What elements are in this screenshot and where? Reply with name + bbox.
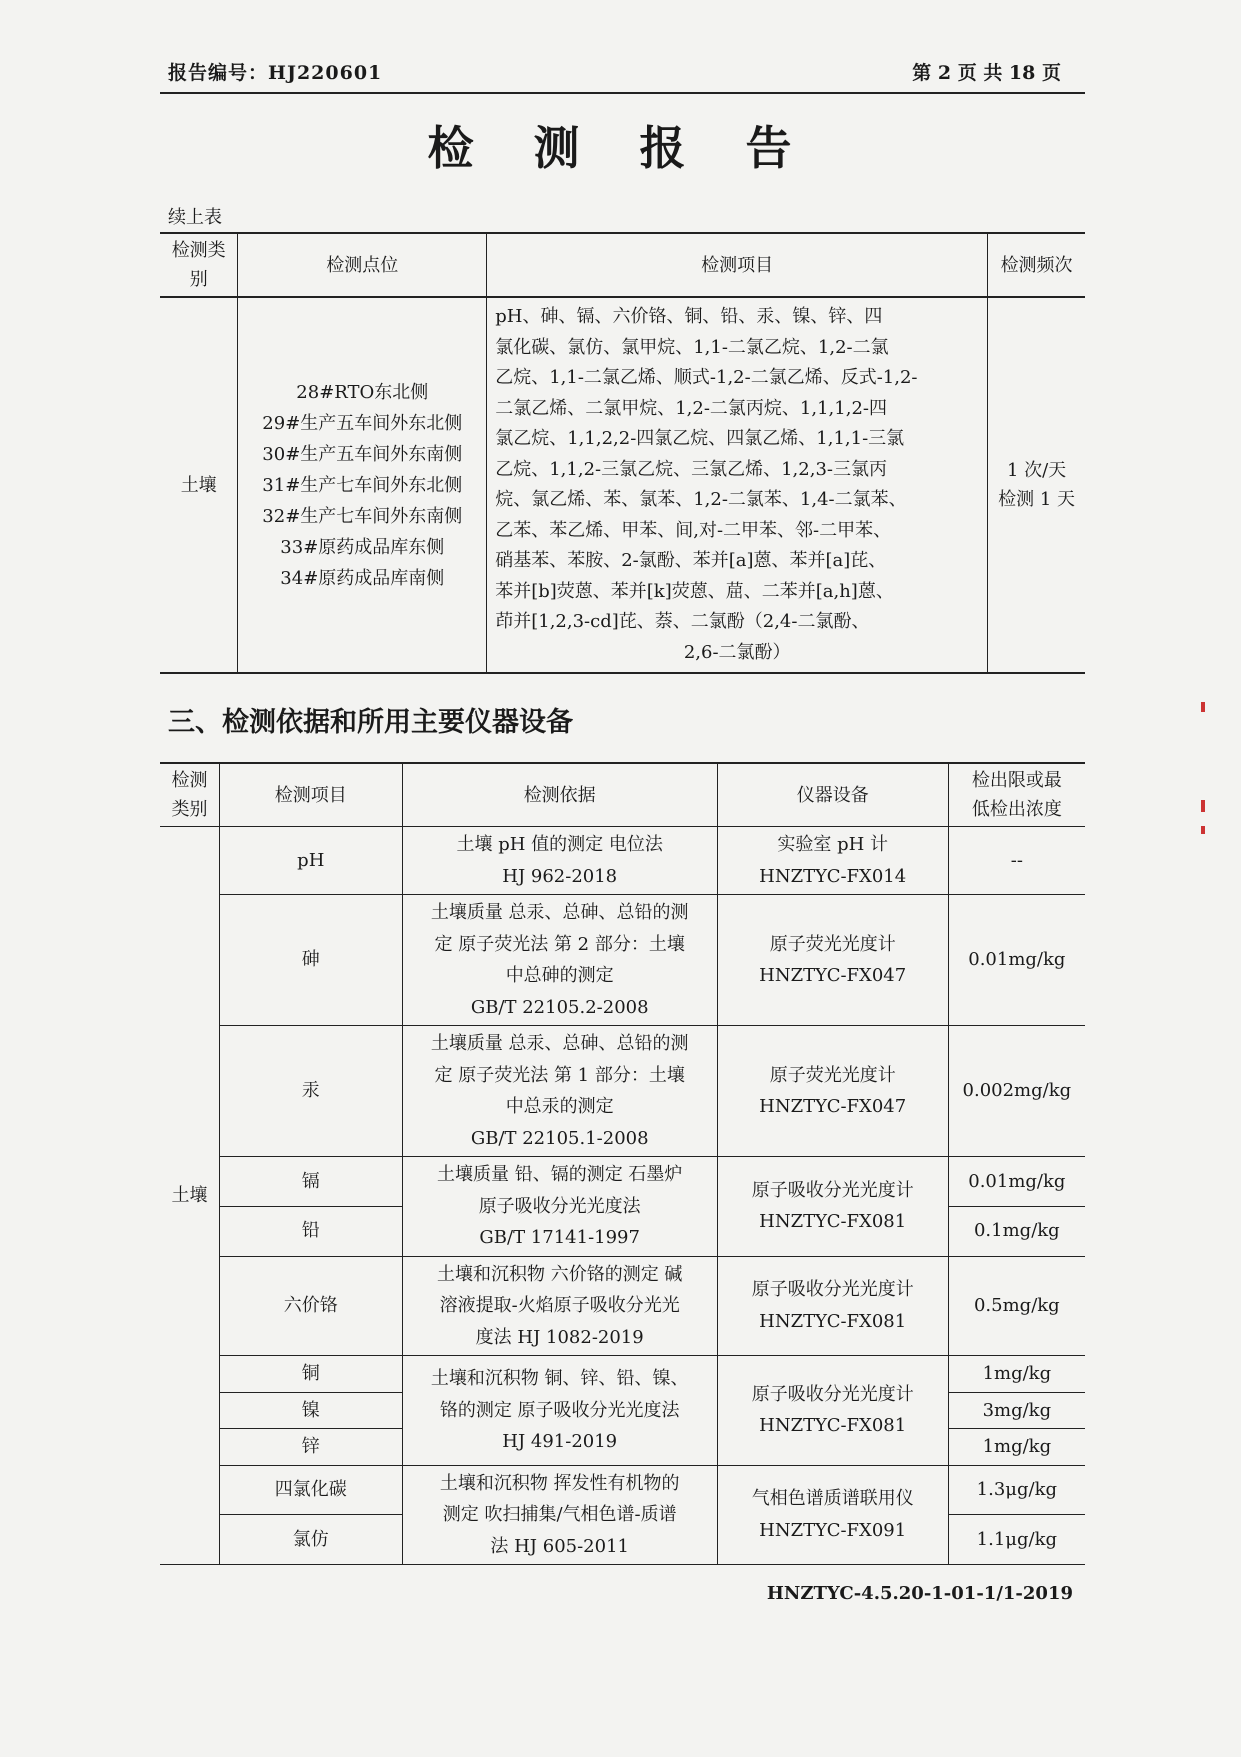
- basis-line: 土壤 pH 值的测定 电位法: [456, 834, 663, 855]
- continued-label: 续上表: [168, 207, 222, 228]
- header-category-line: 类别: [171, 799, 208, 820]
- items-line: 烷、氯乙烯、苯、氯苯、1,2-二氯苯、1,4-二氯苯、: [495, 489, 907, 510]
- scan-mark: [1201, 702, 1205, 712]
- basis-line: GB/T 22105.1-2008: [470, 1127, 649, 1149]
- header-instrument: 仪器设备: [717, 763, 948, 827]
- item-cell: 汞: [219, 1026, 402, 1157]
- limit-cell: --: [948, 827, 1085, 895]
- basis-line: 土壤质量 总汞、总砷、总铅的测: [430, 902, 689, 923]
- instrument-cell: [717, 827, 948, 895]
- items-line: pH、砷、镉、六价铬、铜、铅、汞、镍、锌、四: [495, 306, 883, 327]
- table-row: [160, 1026, 1085, 1157]
- item-cell: pH: [219, 827, 402, 895]
- frequency-cell: [988, 297, 1085, 673]
- header-limit-line: 低检出浓度: [971, 799, 1062, 820]
- basis-line: 土壤质量 总汞、总砷、总铅的测: [430, 1033, 689, 1054]
- header-category-line: 检测: [171, 770, 208, 791]
- report-number-label: 报告编号：: [168, 62, 269, 84]
- basis-line: GB/T 22105.2-2008: [470, 996, 649, 1018]
- point-item: 28#RTO东北侧: [296, 381, 429, 403]
- basis-cell: [402, 827, 717, 895]
- basis-line: 土壤质量 铅、镉的测定 石墨炉: [436, 1164, 683, 1185]
- form-code: HNZTYC-4.5.20-1-01-1/1-2019: [766, 1583, 1073, 1604]
- items-line: 苯并[b]荧蒽、苯并[k]荧蒽、䓛、二苯并[a,h]蒽、: [495, 580, 894, 602]
- basis-line: HJ 962-2018: [502, 865, 618, 887]
- items-line: 氯乙烷、1,1,2,2-四氯乙烷、四氯乙烯、1,1,1-三氯: [495, 428, 905, 449]
- instrument-line: 原子吸收分光光度计: [751, 1383, 914, 1405]
- limit-cell: 3mg/kg: [948, 1392, 1085, 1429]
- basis-line: 度法 HJ 1082-2019: [475, 1326, 644, 1348]
- items-line: 硝基苯、苯胺、2-氯酚、苯并[a]蒽、苯并[a]芘、: [495, 550, 887, 571]
- point-item: 30#生产五车间外东南侧: [262, 443, 463, 465]
- items-line: 乙苯、苯乙烯、甲苯、间,对-二甲苯、邻-二甲苯、: [495, 519, 892, 541]
- table-header-row: [160, 763, 1085, 827]
- instrument-cell: [717, 1157, 948, 1257]
- limit-cell: 0.01mg/kg: [948, 1157, 1085, 1207]
- section-heading: 三、检测依据和所用主要仪器设备: [168, 707, 573, 738]
- instrument-line: 原子吸收分光光度计: [751, 1179, 914, 1201]
- instrument-cell: [717, 1256, 948, 1356]
- header-item: 检测项目: [219, 763, 402, 827]
- table-header-row: [160, 233, 1085, 297]
- item-cell: 铜: [219, 1356, 402, 1393]
- basis-line: 原子吸收分光光度法: [478, 1195, 641, 1217]
- basis-line: 中总砷的测定: [505, 965, 614, 986]
- header-items: 检测项目: [487, 233, 988, 297]
- basis-cell: [402, 1356, 717, 1466]
- limit-cell: 1mg/kg: [948, 1429, 1085, 1466]
- item-cell: 镉: [219, 1157, 402, 1207]
- basis-line: 溶液提取-火焰原子吸收分光光: [439, 1295, 680, 1316]
- basis-cell: [402, 1157, 717, 1257]
- header-basis: 检测依据: [402, 763, 717, 827]
- limit-cell: 1.3μg/kg: [948, 1465, 1085, 1515]
- basis-cell: [402, 895, 717, 1026]
- instrument-line: HNZTYC-FX014: [759, 865, 907, 887]
- instrument-line: 原子荧光光度计: [769, 933, 896, 955]
- instrument-line: 原子吸收分光光度计: [751, 1279, 914, 1301]
- method-instrument-table: [160, 762, 1085, 1565]
- basis-line: 法 HJ 605-2011: [490, 1535, 629, 1557]
- table-row: [160, 297, 1085, 673]
- point-item: 29#生产五车间外东北侧: [262, 412, 463, 434]
- frequency-line: 检测 1 天: [998, 489, 1076, 510]
- point-item: 31#生产七车间外东北侧: [262, 474, 463, 496]
- report-number: [168, 58, 382, 85]
- header-divider: [160, 92, 1085, 94]
- limit-cell: 0.002mg/kg: [948, 1026, 1085, 1157]
- limit-cell: 0.5mg/kg: [948, 1256, 1085, 1356]
- instrument-line: HNZTYC-FX081: [759, 1415, 907, 1437]
- basis-line: 土壤和沉积物 挥发性有机物的: [439, 1472, 680, 1494]
- table-row: [160, 1465, 1085, 1515]
- page-title: 检 测 报 告: [427, 121, 814, 175]
- basis-line: 测定 吹扫捕集/气相色谱-质谱: [442, 1504, 677, 1525]
- limit-cell: 0.1mg/kg: [948, 1206, 1085, 1256]
- instrument-line: HNZTYC-FX091: [759, 1519, 907, 1541]
- basis-line: GB/T 17141-1997: [479, 1227, 640, 1248]
- point-item: 32#生产七车间外东南侧: [262, 505, 463, 527]
- basis-line: 土壤和沉积物 铜、锌、铅、镍、: [430, 1368, 689, 1389]
- instrument-line: 实验室 pH 计: [777, 834, 889, 855]
- basis-cell: [402, 1465, 717, 1565]
- instrument-cell: [717, 1465, 948, 1565]
- header-points: 检测点位: [238, 233, 487, 297]
- table-row: [160, 1256, 1085, 1356]
- instrument-cell: [717, 1356, 948, 1466]
- instrument-line: HNZTYC-FX047: [759, 965, 907, 986]
- item-cell: 铅: [219, 1206, 402, 1256]
- basis-line: 定 原子荧光法 第 2 部分：土壤: [434, 933, 685, 955]
- header-limit: [948, 763, 1085, 827]
- basis-line: HJ 491-2019: [502, 1431, 618, 1452]
- item-cell: 六价铬: [219, 1256, 402, 1356]
- basis-line: 铬的测定 原子吸收分光光度法: [439, 1399, 680, 1421]
- limit-cell: 1mg/kg: [948, 1356, 1085, 1393]
- items-cell: [487, 297, 988, 673]
- item-cell: 四氯化碳: [219, 1465, 402, 1515]
- point-item: 33#原药成品库东侧: [280, 536, 445, 558]
- table-row: [160, 895, 1085, 1026]
- table-row: [160, 1356, 1085, 1393]
- item-cell: 镍: [219, 1392, 402, 1429]
- basis-cell: [402, 1256, 717, 1356]
- limit-cell: 0.01mg/kg: [948, 895, 1085, 1026]
- table-row: [160, 1157, 1085, 1207]
- header-frequency: 检测频次: [988, 233, 1085, 297]
- item-cell: 锌: [219, 1429, 402, 1466]
- points-cell: [238, 297, 487, 673]
- instrument-line: 气相色谱质谱联用仪: [751, 1488, 914, 1510]
- basis-line: 中总汞的测定: [505, 1096, 614, 1117]
- page-info: 第 2 页 共 18 页: [912, 62, 1061, 84]
- items-line: 二氯乙烯、二氯甲烷、1,2-二氯丙烷、1,1,1,2-四: [495, 397, 887, 419]
- header-limit-line: 检出限或最: [971, 770, 1062, 791]
- header-category: [160, 763, 219, 827]
- table-row: [160, 827, 1085, 895]
- frequency-line: 1 次/天: [1006, 460, 1067, 481]
- items-line: 茚并[1,2,3-cd]芘、萘、二氯酚（2,4-二氯酚、: [495, 611, 870, 632]
- items-line: 氯化碳、氯仿、氯甲烷、1,1-二氯乙烷、1,2-二氯: [495, 336, 889, 358]
- point-item: 34#原药成品库南侧: [280, 567, 445, 589]
- item-cell: 砷: [219, 895, 402, 1026]
- instrument-line: HNZTYC-FX047: [759, 1096, 907, 1117]
- instrument-line: HNZTYC-FX081: [759, 1310, 907, 1332]
- instrument-line: 原子荧光光度计: [769, 1064, 896, 1086]
- basis-line: 土壤和沉积物 六价铬的测定 碱: [436, 1263, 683, 1285]
- items-line: 乙烷、1,1,2-三氯乙烷、三氯乙烯、1,2,3-三氯丙: [495, 458, 887, 480]
- items-line: 乙烷、1,1-二氯乙烯、顺式-1,2-二氯乙烯、反式-1,2-: [495, 367, 918, 388]
- instrument-line: HNZTYC-FX081: [759, 1211, 907, 1233]
- report-number-value: HJ220601: [268, 62, 383, 84]
- header-category: 检测类别: [160, 233, 238, 297]
- scan-mark: [1201, 800, 1205, 812]
- limit-cell: 1.1μg/kg: [948, 1515, 1085, 1565]
- scan-mark: [1201, 826, 1205, 834]
- category-cell: 土壤: [160, 827, 219, 1565]
- items-line: 2,6-二氯酚）: [683, 641, 791, 663]
- item-cell: 氯仿: [219, 1515, 402, 1565]
- instrument-cell: [717, 895, 948, 1026]
- instrument-cell: [717, 1026, 948, 1157]
- category-cell: 土壤: [160, 297, 238, 673]
- basis-cell: [402, 1026, 717, 1157]
- monitoring-table: [160, 232, 1085, 674]
- basis-line: 定 原子荧光法 第 1 部分：土壤: [434, 1064, 685, 1086]
